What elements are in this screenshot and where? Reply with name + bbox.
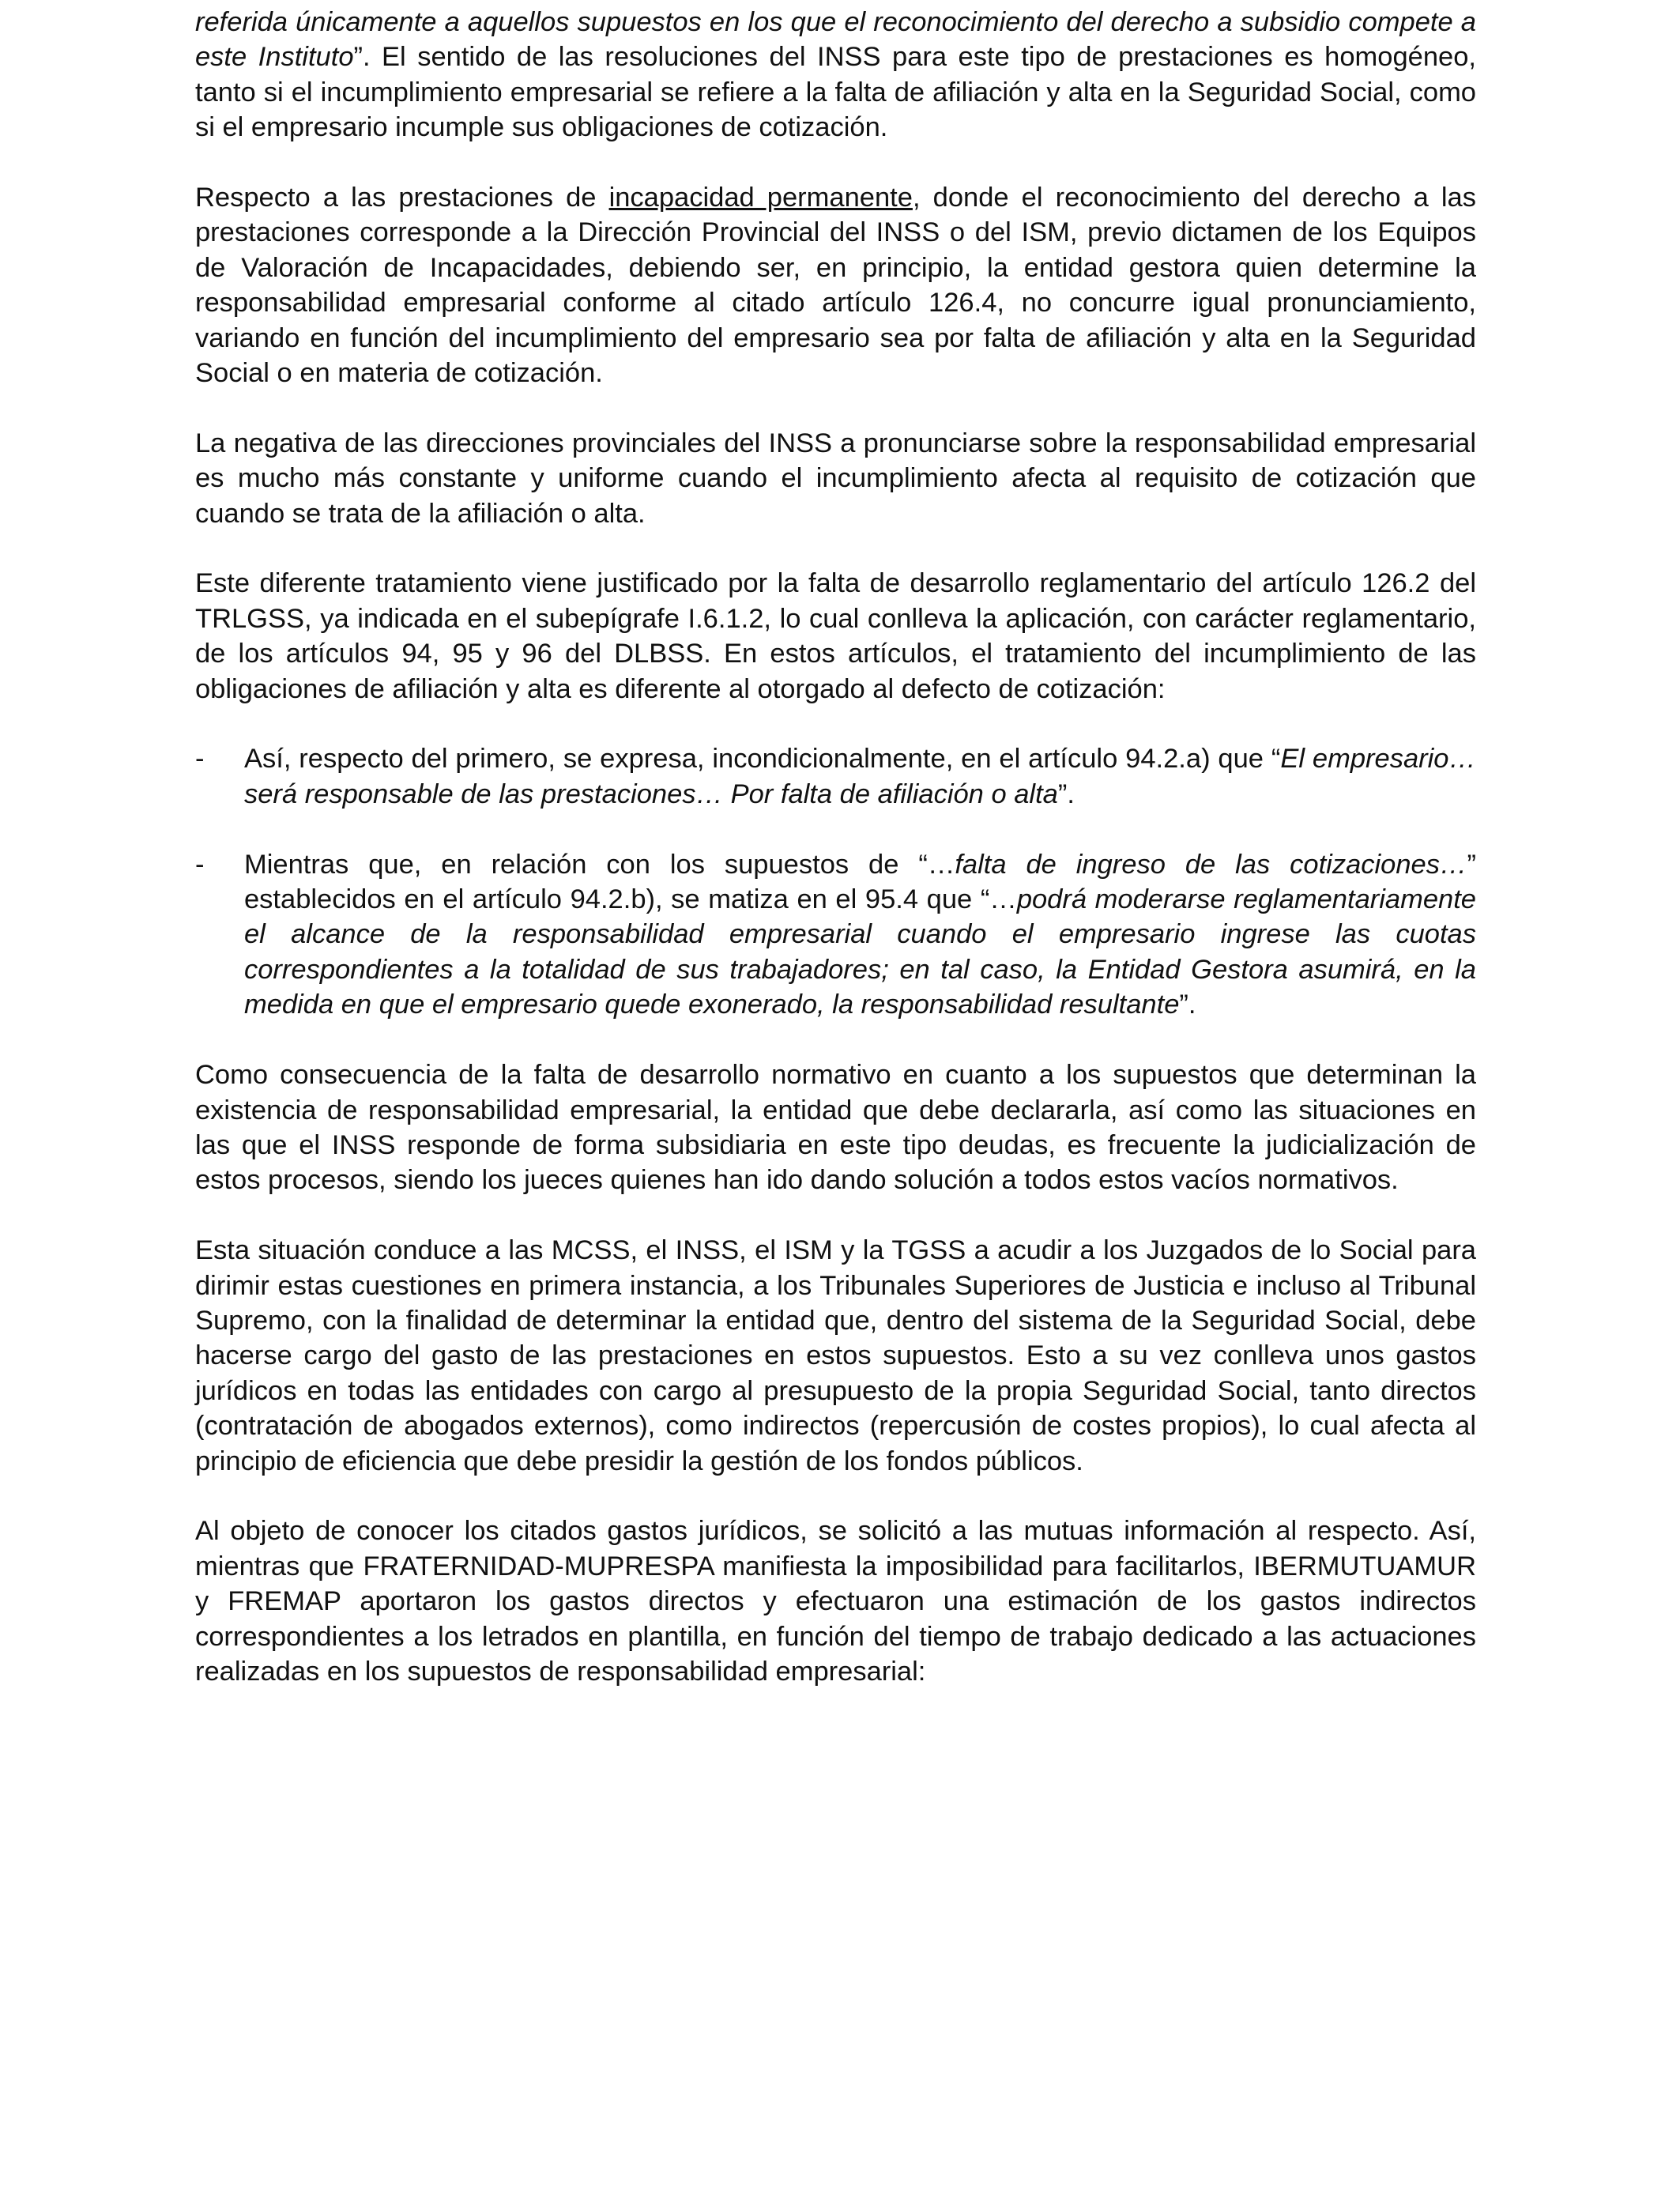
list-item-2-italic-quote-1: falta de ingreso de las cotizaciones… — [955, 849, 1467, 880]
paragraph-2 — [195, 180, 1476, 390]
list-item-2-text-1: Mientras que, en relación con los supuestos de “… — [244, 849, 955, 880]
paragraph-1-italic-quote: referida únicamente a aquellos supuestos en los que el reconocimiento del derecho a subsidio compete a este Instituto — [195, 7, 1476, 73]
paragraph-4: Este diferente tratamiento viene justificado por la falta de desarrollo reglamentario del artículo 126.2 del TRLGSS, ya indicada en el subepígrafe I.6.1.2, lo cual conlleva la aplicación, con carácter reglamentario, de los artículos 94, 95 y 96 del DLBSS. En estos artículos, el tratamiento del incumplimiento de las obligaciones de afiliación y alta es diferente al otorgado al defecto de cotización: — [195, 568, 1476, 704]
list-item-2-italic-quote-2: podrá moderarse reglamentariamente el alcance de la responsabilidad empresarial cuando el empresario ingrese las cuotas correspondientes a la totalidad de sus trabajadores; en tal caso, la Entidad Gestora asumirá, en la medida en que el empresario quede exonerado, la responsabilidad resultante — [244, 884, 1476, 1020]
list-item-2-dash: - — [195, 849, 205, 880]
paragraph-3: La negativa de las direcciones provinciales del INSS a pronunciarse sobre la responsabilidad empresarial es mucho más constante y uniforme cuando el incumplimiento afecta al requisito de cotización que cuando se trata de la afiliación o alta. — [195, 428, 1476, 529]
paragraph-5: Como consecuencia de la falta de desarrollo normativo en cuanto a los supuestos que determinan la existencia de responsabilidad empresarial, la entidad que debe declararla, así como las situaciones en las que el INSS responde de forma subsidiaria en este tipo deudas, es frecuente la judicialización de estos procesos, siendo los jueces quienes han ido dando solución a todos estos vacíos normativos. — [195, 1060, 1476, 1196]
paragraph-2-underlined-term: incapacidad permanente — [608, 183, 913, 213]
paragraph-6: Esta situación conduce a las MCSS, el INSS, el ISM y la TGSS a acudir a los Juzgados de lo Social para dirimir estas cuestiones en primera instancia, a los Tribunales Superiores de Justicia e incluso al Tribunal Supremo, con la finalidad de determinar la entidad que, dentro del sistema de la Seguridad Social, debe hacerse cargo del gasto de las prestaciones en estos supuestos. Esto a su vez conlleva unos gastos jurídicos en todas las entidades con cargo al presupuesto de la propia Seguridad Social, tanto directos (contratación de abogados externos), como indirectos (repercusión de costes propios), lo cual afecta al principio de eficiencia que debe presidir la gestión de los fondos públicos. — [195, 1235, 1476, 1476]
paragraph-7: Al objeto de conocer los citados gastos jurídicos, se solicitó a las mutuas información al respecto. Así, mientras que FRATERNIDAD-MUPRESPA manifiesta la imposibilidad para facilitarlos, IBERMUTUAMUR y FREMAP aportaron los gastos directos y efectuaron una estimación de los gastos indirectos correspondientes a los letrados en plantilla, en función del tiempo de trabajo dedicado a las actuaciones realizadas en los supuestos de responsabilidad empresarial: — [195, 1516, 1476, 1687]
list-item-1-end: ”. — [1057, 778, 1075, 809]
list-item-2-text-2: ” establecidos en el artículo 94.2.b), se matiza en el 95.4 que “… — [244, 849, 1476, 915]
list-item-1-dash: - — [195, 744, 205, 775]
paragraph-2-text-before: Respecto a las prestaciones de — [195, 183, 609, 213]
paragraph-1-text: ”. El sentido de las resoluciones del INSS para este tipo de prestaciones es homogéneo, tanto si el incumplimiento empresarial se refiere a la falta de afiliación y alta en la Seguridad Social, como si el empresario incumple sus obligaciones de cotización. — [195, 42, 1476, 143]
list-item-1-italic-quote: El empresario… será responsable de las prestaciones… Por falta de afiliación o alta — [244, 744, 1476, 809]
list-item-2-end: ”. — [1179, 990, 1196, 1020]
list-item-1 — [195, 741, 1476, 812]
list-item-2 — [195, 847, 1476, 1023]
paragraph-1 — [195, 5, 1476, 145]
paragraph-2-text-after: , donde el reconocimiento del derecho a las prestaciones corresponde a la Dirección Provincial del INSS o del ISM, previo dictamen de los Equipos de Valoración de Incapacidades, debiendo ser, en principio, la entidad gestora quien determine la responsabilidad empresarial conforme al citado artículo 126.4, no concurre igual pronunciamiento, variando en función del incumplimiento del empresario sea por falta de afiliación y alta en la Seguridad Social o en materia de cotización. — [195, 183, 1476, 389]
document-page — [195, 5, 1476, 1725]
list-item-1-text: Así, respecto del primero, se expresa, incondicionalmente, en el artículo 94.2.a) que “ — [244, 744, 1281, 775]
